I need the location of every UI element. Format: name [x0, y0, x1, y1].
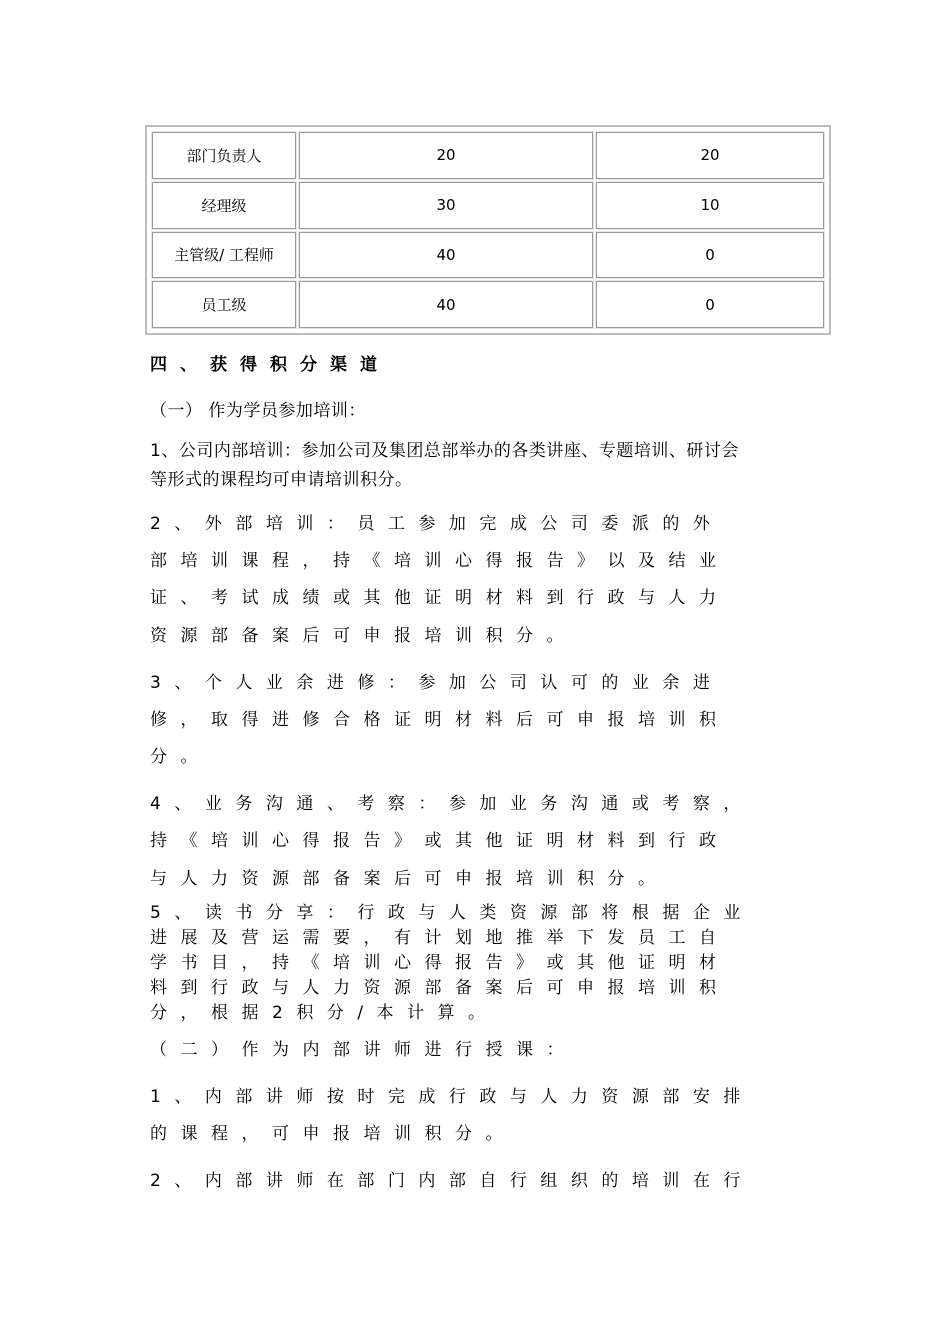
table-row	[152, 281, 824, 328]
table-row	[152, 182, 824, 229]
paragraph-line: 分，根据2积分/本计算。	[150, 1003, 499, 1023]
table-cell: 经理级	[152, 182, 296, 229]
subsection-heading-1: （一） 作为学员参加培训：	[150, 401, 366, 421]
paragraph-line: 4、业务沟通、考察：参加业务沟通或考察，	[150, 794, 754, 814]
paragraph-line: 进展及营运需要，有计划地推举下发员工自	[150, 928, 730, 948]
table-cell: 员工级	[152, 281, 296, 328]
table-row	[152, 132, 824, 179]
paragraph-line: 与人力资源部备案后可申报培训积分。	[150, 869, 669, 889]
paragraph-line: 资源部备案后可申报培训积分。	[150, 626, 577, 646]
table-cell: 10	[596, 182, 824, 229]
paragraph-line: 料到行政与人力资源部备案后可申报培训积	[150, 978, 730, 998]
paragraph-line: 3、个人业余进修：参加公司认可的业余进	[150, 673, 724, 693]
table-cell: 20	[299, 132, 593, 179]
table-cell: 30	[299, 182, 593, 229]
subsection-heading-2: （二）作为内部讲师进行授课：	[150, 1040, 577, 1060]
paragraph-line: 分。	[150, 747, 211, 767]
paragraph-line: 2、外部培训：员工参加完成公司委派的外	[150, 514, 724, 534]
paragraph-line: 证、考试成绩或其他证明材料到行政与人力	[150, 588, 730, 608]
paragraph-line: 修，取得进修合格证明材料后可申报培训积	[150, 710, 730, 730]
paragraph-line: 持《培训心得报告》或其他证明材料到行政	[150, 831, 730, 851]
table-cell: 0	[596, 232, 824, 279]
paragraph-line: 学书目，持《培训心得报告》或其他证明材	[150, 953, 730, 973]
paragraph-line: 的课程，可申报培训积分。	[150, 1124, 516, 1144]
table-cell: 主管级/ 工程师	[152, 232, 296, 279]
table-cell: 20	[596, 132, 824, 179]
paragraph-line: 1、内部讲师按时完成行政与人力资源部安排	[150, 1087, 754, 1107]
table-cell: 40	[299, 281, 593, 328]
section-heading: 四、获得积分渠道	[150, 355, 390, 375]
paragraph-line: 部培训课程，持《培训心得报告》以及结业	[150, 551, 730, 571]
table-cell: 0	[596, 281, 824, 328]
table-cell: 部门负责人	[152, 132, 296, 179]
paragraph-line: 等形式的课程均可申请培训积分。	[150, 470, 413, 490]
table-row	[152, 232, 824, 279]
points-table	[145, 125, 831, 335]
paragraph-line: 2、内部讲师在部门内部自行组织的培训在行	[150, 1171, 754, 1191]
paragraph-line: 1、公司内部培训：参加公司及集团总部举办的各类讲座、专题培训、研讨会	[150, 441, 739, 461]
paragraph-line: 5、读书分享：行政与人类资源部将根据企业	[150, 903, 754, 923]
table-cell: 40	[299, 232, 593, 279]
